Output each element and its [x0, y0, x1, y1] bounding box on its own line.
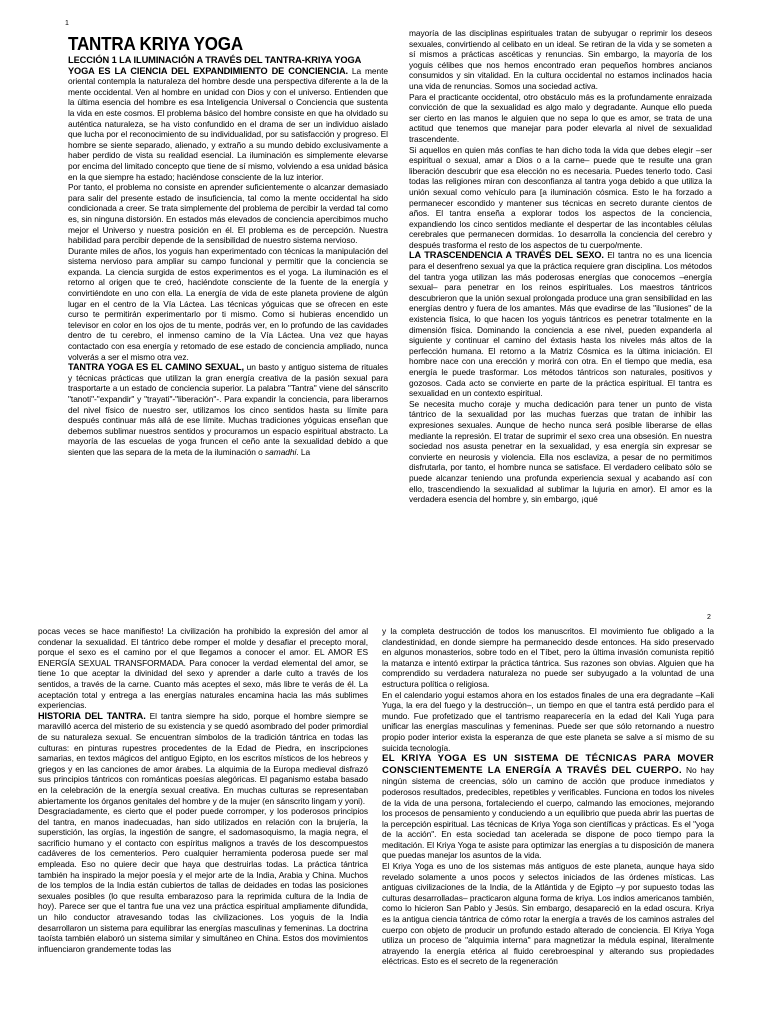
paragraph-text: La mente oriental contempla la naturaleza del hombre desde una perspectiva diferente a la de la mente occidental. Ven al hombre en unidad con Dios y con el universo. Entienden que la última esencia del hombre es esa Inteligencia Universal o Conciencia que sustenta la vida en este cosmos. El problema básico del hombre consiste en que ha olvidado su auténtica naturaleza, se ha visto confundido en el drama de ser un individuo aislado que lucha por el reconocimiento de su individualidad, por su satisfacción y progreso. El hombre se siente separado, alienado, y extraño a su mundo debido exclusivamente a haber perdido de vista su realidad esencial. La iluminación es simplemente elevarse por encima del limitado concepto que tiene de sí mismo, volviendo a esa unidad básica en la que siempre ha estado; haciéndose consciente de la luz interior.: [68, 65, 388, 182]
paragraph: y la completa destrucción de todos los manuscritos. El movimiento fue obligado a la clandestinidad, en donde siempre ha permanecido desde entonces. Ha sido preservado en algunos monasterios, sobre todo en el Tíbet, pero la última invasión comunista repitió la matanza e intentó extirpar la práctica tántrica. Sus razones son obvias. Alguien que ha comprendido su verdadera naturaleza no puede ser subyugado a la voluntad de una estructura política o religiosa.: [382, 626, 714, 689]
paragraph: [68, 362, 388, 457]
paragraph: Si aquellos en quien más confías te han dicho toda la vida que debes elegir –ser espiritual o sexual, amar a Dios o a la carne– puede que te resulte una gran liberación descubrir que esa elección no es necesaria. Puedes tenerlo todo. Casi todas las religiones miran con desconfianza al tantra yoga debido a que utiliza la unión sexual como vehículo para [a iluminación cósmica. Esto le ha forzado a permanecer escondido y mantener sus técnicas en secreto durante cientos de años. El tantra enseña a explorar todos los aspectos de la conciencia, expandiendo los cinco sentidos mediante el despertar de las incontables células cerebrales que permanecen dormidas. 1o desarrolla la conciencia del cerebro y después trasforma el resto de los aspectos de tu cuerpo/mente.: [409, 144, 712, 250]
paragraph: pocas veces se hace manifiesto! La civilización ha prohibido la expresión del amor al condenar la sexualidad. El tántrico debe romper el molde y desafiar el precepto moral, porque el sexo es el camino por el que llegamos a conocer el amor. EL AMOR ES ENERGÍA SEXUAL TRANSFORMADA. Para conocer la verdad elemental del amor, se tiene 1o que aceptar la divinidad del sexo y aprender a darle culto a través de los sentidos, a través de la carne. Cuanto más aceptes el sexo, más libre te verás de él. La aceptación total y entrega a las energías naturales encamina hacia las más sublimes experiencias.: [38, 626, 368, 711]
paragraph-text: El tantra no es una licencia para el desenfreno sexual ya que la práctica requiere gran disciplina. Los métodos del tantra yoga utilizan las más poderosas energías que conocemos –energía sexual– para penetrar en los reinos espirituales. Los maestros tántricos descubrieron que la unión sexual prolongada produce una gran sensibilidad en las energías dentro y fuera de los amantes. Más que evadirse de las "ilusiones" de la existencia física, lo que hacen los yoguis tántricos es penetrar totalmente en la dimensión física. Dominando la conciencia a ese nivel, pueden expanderla al siguiente y continuar el camino del éxtasis hasta los niveles más altos de la perfección humana. El retorno a la Matriz Cósmica es la última iniciación. El hombre nace con una erección y morirá con otra. En el tiempo que media, esa energía le puede trasformar. Los métodos tántricos son naturales, positivos y gozosos. Cada acto se convierte en parte de la práctica espiritual. El tantra es sexualidad en un contexto espiritual.: [409, 250, 712, 399]
page-1-left-column: [68, 34, 388, 566]
italic-term: samadhi: [265, 446, 297, 457]
page-2-left-column: [38, 626, 368, 1024]
section-heading: YOGA ES LA CIENCIA DEL EXPANDIMIENTO DE CONCIENCIA.: [68, 65, 348, 76]
paragraph: Durante miles de años, los yoguis han experimentado con técnicas la manipulación del sistema nervioso para ampliar su campo funcional y permitir que la conciencia se expanda. La ciencia surgida de estos experimentos es el yoga. La iluminación es el retorno al origen que te creó, haciéndote consciente de la fuente de la energía y convirtiéndote en uno con ella. La energía de vida de este planeta proviene de algún lugar en el centro de la Vía Láctea. Las técnicas yóguicas que se ofrecen en este curso te permitirán experimentarlo por ti mismo. Como si hubieras encendido un televisor en color en los ojos de tu mente, podrás ver, en lo profundo de las cavidades dentro de tu cerebro, el inmenso camino de la Vía Láctea. Una vez que hayas contactado con esa energía y retomado de ese estado de conciencia ampliado, nunca volverás a ser el mismo otra vez.: [68, 245, 388, 362]
paragraph: [38, 711, 368, 806]
paragraph: Para el practicante occidental, otro obstáculo más es la profundamente enraizada convicción de que la sexualidad es algo malo y degradante. Aunque ello pueda ser cierto en las manos le alguien que no sepa lo que es amor, se trata de una actitud que tenemos que manejar para poder elevarla al nivel de sexualidad trascendente.: [409, 91, 712, 144]
document-title: TANTRA KRIYA YOGA: [68, 34, 243, 54]
paragraph-text: . La: [296, 446, 311, 457]
paragraph: mayoría de las disciplinas espirituales tratan de subyugar o reprimir los deseos sexuales, convirtiendo al celibato en un ideal. Se retiran de la vida y se someten a sí mismos a prácticas ascéticas y renuncias. Sin embargo, la mayoría de los yoguis célibes que nos hemos encontrado eran pequeños hombres ancianos consumidos y sin vitalidad. En la cultura occidental no estamos inclinados hacia una vida de renuncias. Somos una sociedad activa.: [409, 28, 712, 91]
page-2-right-column: [382, 626, 714, 1024]
paragraph: Se necesita mucho coraje y mucha dedicación para tener un punto de vista tántrico de la sexualidad por las muchas fuerzas que tratan de inhibir las expresiones sexuales. Aunque de hecho nunca será posible liberarse de ellas mediante la represión. El tratar de suprimir el sexo crea una obsesión. En nuestra sociedad nos asusta penetrar en la sexualidad, y esa energía sin expresar se convierte en neurosis y violencia. Ella nos esclaviza, a pesar de no permitimos disfrutarla, por tanto, el hombre nunca se satisface. El verdadero celibato sólo se puede alcanzar teniendo una profunda experiencia sexual y acabando así con ello, trascendiendo la sexualidad al sublimar la lujuria en amor). El amor es la verdadera esencia del hombre y, sin embargo, ¡qué: [409, 398, 712, 505]
paragraph: En el calendario yogui estamos ahora en los estados finales de una era degradante –Kali Yuga, la era del fuego y la destrucción–, un tiempo en que el tantra está perdido para el mundo. Fue profetizado que el tantrismo reaparecería en la edad del Kali Yuga para unificar las energías masculinas y femeninas. Puede ser que sólo retornando a nuestro propio poder interior exista la esperanza de que este planeta se salve a sí mismo de su suicida tecnología.: [382, 689, 714, 753]
paragraph: El Kriya Yoga es uno de los sistemas más antiguos de este planeta, aunque haya sido revelado solamente a unos pocos y selectos iniciados de las órdenes místicas. Las antiguas civilizaciones de la India, de la Atlántida y de Egipto –y por supuesto todas las culturas desarrolladas– practicaron alguna forma de kriya. Los indios americanos también, como lo hicieron San Pablo y Jesús. Sin embargo, desapareció en la edad oscura. Kriya es la antigua ciencia tántrica de cómo rotar la energía a través de los caminos astrales del cuerpo con objeto de producir un profundo estado alterado de conciencia. El Kriya Yoga utiliza un proceso de "alquimia interna" para magnetizar la médula espinal, literalmente atrayendo la energía etérica al fluido cerebroespinal y alterando sus propiedades eléctricas. Esto es el secreto de la regeneración: [382, 861, 714, 967]
section-heading: LA TRASCENDENCIA A TRAVÉS DEL SEXO.: [409, 250, 604, 261]
paragraph: Por tanto, el problema no consiste en aprender suficientemente o alcanzar demasiado para salir del presente estado de insuficiencia, tal como la mente occidental ha sido condicionada a creer. Se trata simplemente del problema de percibir la verdad tal como es, sin ninguna distorsión. En estados más elevados de conciencia apercibimos mucho mejor el Universo y nuestra posición en él. El problema es de percepción. Nuestra habilidad para percibir depende de la sensibilidad de nuestro sistema nervioso.: [68, 182, 388, 246]
page-number: 2: [707, 614, 711, 621]
paragraph-text: El tantra siempre ha sido, porque el hombre siempre se maravilló acerca del misterio de su existencia y se quedó asombrado del poder primordial de su naturaleza sexual. Se encuentran símbolos de la tradición tántrica en todas las culturas: en pinturas rupestres procedentes de la Edad de Piedra, en inscripciones samarias, en textos mágicos del antiguo Egipto, en los escritos místicos de los hebreos y griegos y en las canciones de amor árabes. La alquimia de la Europa medieval disfrazó sus principios tántricos con románticas poesías alegóricas. El paganismo estaba basado en la celebración de la energía sexual creativa. En muchas culturas se representaban abiertamente los órganos genitales del hombre y de la mujer (en sánscrito lingam y yoni).: [38, 710, 368, 806]
paragraph: [68, 66, 388, 183]
paragraph-text: un basto y antiguo sistema de rituales y técnicas prácticas que utilizan la gran energía creativa de la pasión sexual para trasportarte a un estado de conciencia superior. La palabra "Tantra" viene del sánscrito "tanoti"-"expandir" y "trayati"-"liberación"-. Para expandir la conciencia, para liberarnos del nivel físico de nuestro ser, utilizamos los cinco sentidos hasta su límite para después continuar más allá de ese límite. Muchas tradiciones yóguicas enseñan que debemos sublimar nuestros sentidos y procuramos un espacio espiritual abstracto. La mayoría de las escuelas de yoga fruncen el ceño ante la sexualidad debido a que sienten que las separa de la meta de la iluminación o: [68, 362, 388, 457]
paragraph: [382, 753, 714, 861]
section-heading: TANTRA YOGA ES EL CAMINO SEXUAL,: [68, 362, 244, 373]
page-1-right-column: [409, 28, 712, 566]
page-number: 1: [65, 20, 69, 27]
section-heading: EL KRIYA YOGA ES UN SISTEMA DE TÉCNICAS PARA MOVER CONSCIENTEMENTE LA ENERGÍA A TRAVÉS DEL CUERPO.: [382, 753, 714, 776]
paragraph: Desgraciadamente, es cierto que el poder puede corromper, y los poderosos principios del tantra, en manos inadecuadas, han sido utilizados en relación con la brujería, la superstición, las orgías, la ingestión de sangre, el sadomasoquismo, la magia negra, el sacrificio humano y el contacto con espíritus malignos a través de los descompuestos cadáveres de los cementerios. Pero cualquier herramienta poderosa puede ser mal empleada. Eso no quiere decir que haya que destruirlas todas. La práctica tántrica también ha inspirado la mejor poesía y el mejor arte de la India, Arabia y China. Muchos de los templos de la India están cubiertos de tallas de deidades en todas las posiciones sexuales posibles (lo que resulta embarazoso para la reprimida cultura de la India de hoy). Parece ser que el tantra fue una vez una práctica espiritual ampliamente difundida, un hilo conductor atravesando todas las civilizaciones. Los yoguis de la India desarrollaron un sistema para equilibrar las energías masculinas y femeninas. La doctrina taoísta también elaboró un sistema similar y simultáneo en China. Estos dos movimientos influenciaron grandemente todas las: [38, 806, 368, 954]
paragraph: [409, 250, 712, 398]
paragraph-text: No hay ningún sistema de creencias, sólo un camino de acción que produce inmediatos y poderosos resultados, predecibles, repetibles y verificables. Funciona en todos los niveles de la vida de una persona, fortaleciendo el cuerpo, calmando las emociones, mejorando los procesos de pensamiento y conduciendo a un equilibrio que pueda abrir las puertas de la percepción espiritual. Las técnicas de Kriya Yoga son científicas y prácticas. Es el "yoga de la acción". En esta sociedad tan acelerada se dispone de poco tiempo para la meditación. El Kriya Yoga te asiste para optimizar las energías a tu disposición de manera que puedas manejar los asuntos de la vida.: [382, 764, 714, 861]
lesson-heading: LECCIÓN 1 LA ILUMINACIÓN A TRAVÉS DEL TANTRA-KRIYA YOGA: [68, 55, 362, 65]
section-heading: HISTORIA DEL TANTRA.: [38, 710, 146, 721]
